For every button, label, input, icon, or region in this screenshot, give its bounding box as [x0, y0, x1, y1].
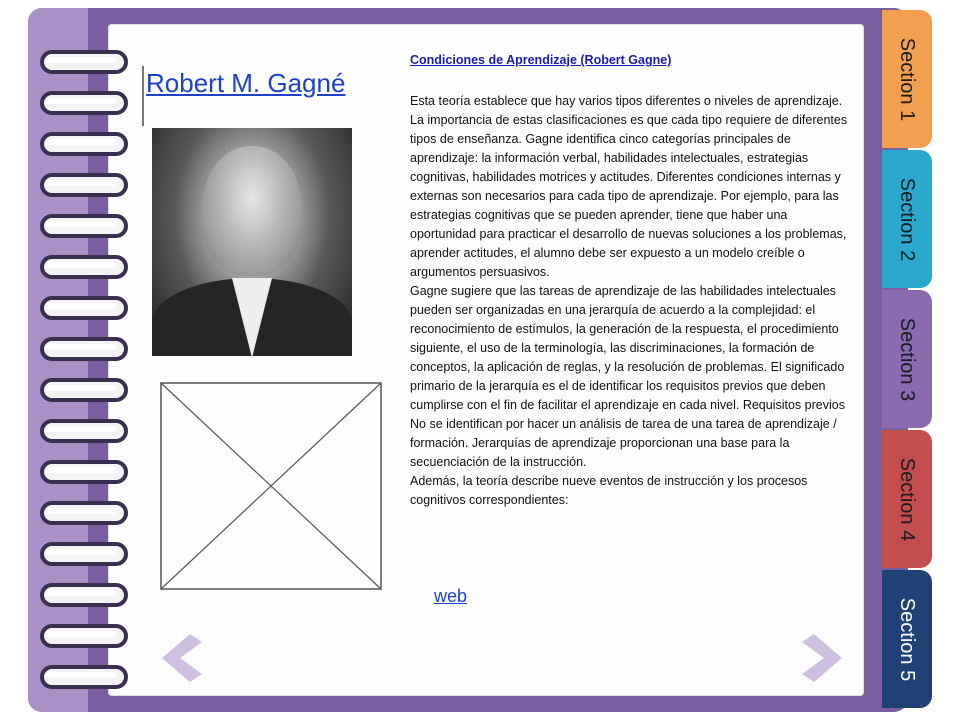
web-link[interactable]: web [434, 586, 468, 606]
tab-label: Section 3 [896, 317, 919, 401]
spiral-ring [40, 624, 124, 644]
tab-section-3[interactable] [882, 290, 932, 428]
title-divider [142, 66, 144, 126]
spiral-ring [40, 132, 124, 152]
article-paragraph: Además, la teoría describe nueve eventos de instrucción y los procesos cognitivos correspondientes: [410, 474, 808, 507]
article-paragraph: Gagne sugiere que las tareas de aprendizaje de las habilidades intelectuales pueden ser organizadas en una jerarquía de acuerdo a la complejidad: el reconocimiento de estímulos, la generación de la respuesta, el procedimiento siguiente, el uso de la terminología, las discriminaciones, la formación de conceptos, la aplicación de reglas, y la resolución de problemas. El significado primario de la jerarquía es el de identificar los requisitos previos que deben cumplirse con el fin de facilitar el aprendizaje en cada nivel. Requisitos previos No se identifican por hacer un análisis de tarea de una tarea de aprendizaje / formación. Jerarquías de aprendizaje proporcionan una base para la secuenciación de la instrucción. [410, 284, 845, 469]
chevron-right-icon[interactable] [794, 628, 854, 688]
image-placeholder-icon [160, 382, 382, 590]
spiral-ring [40, 91, 124, 111]
article-body [410, 92, 850, 510]
tab-label: Section 5 [896, 597, 919, 681]
article-heading-link[interactable]: Condiciones de Aprendizaje (Robert Gagne) [410, 53, 672, 67]
tab-section-1[interactable] [882, 10, 932, 148]
tab-label: Section 2 [896, 177, 919, 261]
portrait-face [202, 146, 302, 276]
tab-section-4[interactable] [882, 430, 932, 568]
tab-label: Section 4 [896, 457, 919, 541]
tab-section-5[interactable] [882, 570, 932, 708]
spiral-ring [40, 419, 124, 439]
spiral-ring [40, 542, 124, 562]
spiral-ring [40, 173, 124, 193]
spiral-ring [40, 378, 124, 398]
chevron-left-icon[interactable] [150, 628, 210, 688]
article-paragraph: Esta teoría establece que hay varios tipos diferentes o niveles de aprendizaje. La importancia de estas clasificaciones es que cada tipo requiere de diferentes tipos de enseñanza. Gagne identifica cinco categorías principales de aprendizaje: la información verbal, habilidades intelectuales, estrategias cognitivas, habilidades motrices y actitudes. Diferentes condiciones internas y externas son necesarios para cada tipo de aprendizaje. Por ejemplo, para las estrategias cognitivas que se pueden aprender, tiene que haber una oportunidad para practicar el desarrollo de nuevas soluciones a los problemas, aprender actitudes, el alumno debe ser expuesto a un modelo creíble o argumentos persuasivos. [410, 94, 848, 279]
tab-label: Section 1 [896, 37, 919, 121]
spiral-ring [40, 337, 124, 357]
spiral-ring [40, 296, 124, 316]
title-box [142, 60, 368, 124]
spiral-ring [40, 50, 124, 70]
spiral-ring [40, 214, 124, 234]
portrait-photo [152, 128, 352, 356]
spiral-ring [40, 255, 124, 275]
spiral-ring [40, 583, 124, 603]
spiral-ring [40, 460, 124, 480]
title-link[interactable]: Robert M. Gagné [146, 68, 346, 98]
tab-section-2[interactable] [882, 150, 932, 288]
spiral-ring [40, 665, 124, 685]
spiral-ring [40, 501, 124, 521]
